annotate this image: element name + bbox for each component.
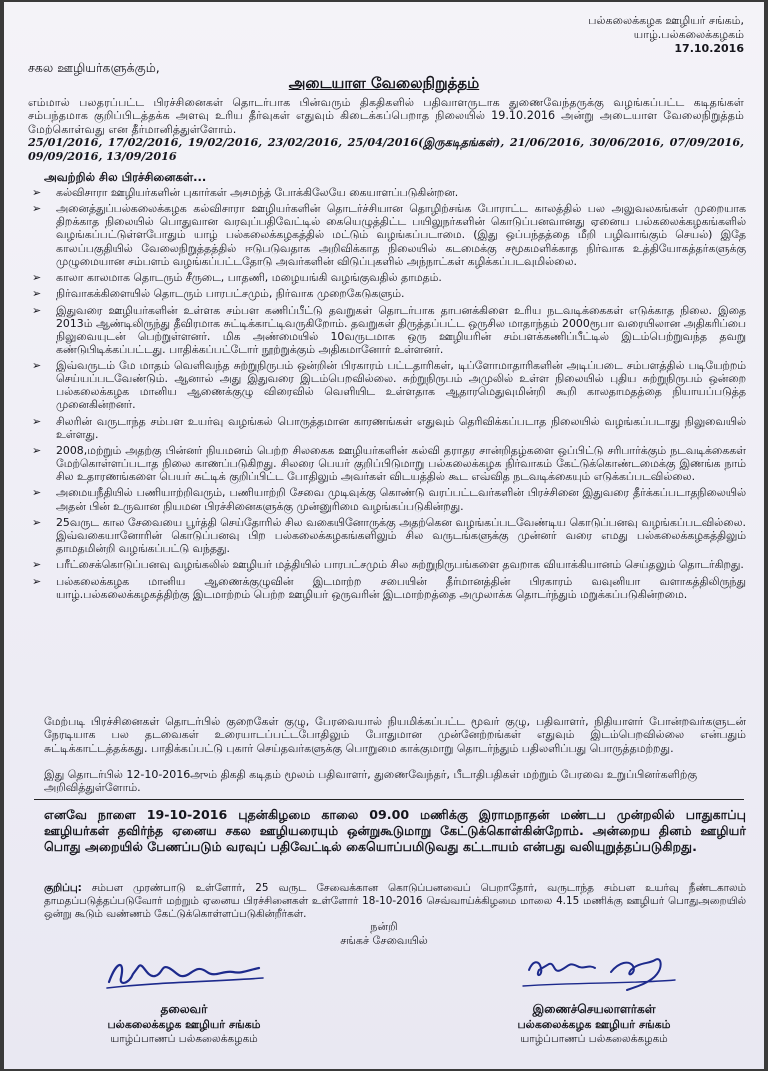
president-signature-block bbox=[64, 952, 304, 1046]
note-text: சம்பள முரண்பாடு உள்ளோர், 25 வருட சேவைக்கான கொடுப்பனவைப் பெறாதோர், வருடாந்த சம்பள உயர்வு நீண்டகாலம் தாமதப்படுத்தப்படுவோர் மற்றும் ஏனைய பிரச்சினைகள் உள்ளோர் 18-10-2016 செவ்வாய்க்கிழமை மாலை 4.15 மணிக்கு ஊழியர் பொதுஅறையில் ஒன்று கூடும் வண்ணம் கேட்டுக்கொள்ளப்படுகின்றீர்கள். bbox=[44, 882, 747, 921]
letter-date: 17.10.2016 bbox=[674, 42, 744, 55]
issue-item: ➢ காலா காலமாக தொடரும் சீருடை, பாதணி, மழையங்கி வழங்குவதில் தாமதம். bbox=[32, 270, 442, 284]
letter-title: அடையாள வேலைநிறுத்தம் bbox=[288, 74, 480, 92]
university-name: யாழ்.பல்கலைக்கழகம் bbox=[633, 28, 744, 41]
president-signature bbox=[99, 952, 269, 998]
notification-paragraph: இது தொடர்பில் 12-10-2016அும் திகதி கடிதம் மூலம் பதிவாளர், துணைவேந்தர், பீடாதிபதிகள் மற்றும் பேரவை உறுப்பினர்களிற்கு அறிவித்துள்ளோம். bbox=[44, 768, 698, 795]
signatory-place: யாழ்ப்பாணப் பல்கலைக்கழகம் bbox=[520, 1033, 668, 1045]
intro-paragraph bbox=[28, 96, 744, 163]
issue-item: ➢ இதுவரை ஊழியர்களின் உள்ளக சம்பள கணிப்பீட்டு தவறுகள் தொடர்பாக தாபனக்கிளை உரிய நடவடிக்கைகள் எடுக்காத நிலை. இதை 2013ம் ஆண்டிலிருந்து தீவிரமாக சுட்டிக்காட்டிவருகிறோம். தவறுகள் திருத்தப்பட்ட ஒருசில மாதாந்தம் 2000ரூபா வரையிலான அதிகரிப்பை நிலுவையுடன் பெற்றுள்ளனர். மிக அண்மையில் 10வருடமாக ஒரு ஊழியரின் சம்பளக்கணிப்பீட்டில் இடம்பெற்றுவந்த தவறு கண்டுபிடிக்கப்பட்டது. பாதிக்கப்பட்டோர் நூற்றுக்கும் அதிகமானோர் உள்ளனர். bbox=[32, 303, 746, 356]
arrow-bullet-icon: ➢ bbox=[32, 186, 42, 199]
arrow-bullet-icon: ➢ bbox=[32, 303, 42, 317]
arrow-bullet-icon: ➢ bbox=[32, 444, 42, 457]
arrow-bullet-icon: ➢ bbox=[32, 287, 42, 301]
issue-item: ➢ நிர்வாகக்கிளையில் தொடரும் பாரபட்சமும், நிர்வாக முறைகேடுகளும். bbox=[32, 287, 405, 301]
arrow-bullet-icon: ➢ bbox=[32, 414, 42, 428]
note-label: குறிப்பு: bbox=[44, 882, 82, 894]
signatory-org: பல்கலைக்கழக ஊழியர் சங்கம் bbox=[517, 1018, 671, 1031]
signatory-role: தலைவர் bbox=[160, 1002, 208, 1016]
arrow-bullet-icon: ➢ bbox=[32, 574, 42, 588]
issue-item: ➢ பல்கலைக்கழக மானிய ஆணைக்குழுவின் இடமாற்ற சபையின் தீர்மானத்தின் பிரகாரம் வவுனியா வளாகத்திலிருந்து யாழ்.பல்கலைக்கழகத்திற்கு இடமாற்றம் பெற்ற ஊழியர் ஒருவரின் இடமாற்றத்தை அமுலாக்க தொடர்ந்தும் மறுக்கப்படுகின்றமை. bbox=[32, 574, 746, 601]
intro-text: எம்மால் பலதரப்பட்ட பிரச்சினைகள் தொடர்பாக பின்வரும் திகதிகளில் பதிவாளருடாக துணைவேந்தருக்கு வழங்கப்பட்ட கடிதங்கள் சம்பந்தமாக குறிப்பிடத்தக்க அளவு உரிய தீர்வுகள் எதுவும் கிடைக்கப்பெறாத நிலையில் 19.10.2016 அன்று அடையாள வேலைநிறுத்தம் மேற்கொள்வது என தீர்மானித்துள்ளோம். bbox=[28, 96, 744, 136]
note-paragraph bbox=[44, 882, 746, 922]
secretaries-signature-block bbox=[474, 952, 714, 1046]
issue-item: ➢ 2008,மற்றும் அதற்கு பின்னர் நியமனம் பெற்ற சிலகைக ஊழியர்களின் கல்வி தராதர சான்றிதழ்களை ஒப்பிட்டு சரிபார்க்கும் நடவடிக்கைகள் மேற்கொள்ளப்படாத நிலை காணப்படுகிறது. சிலரை பெயர் குறிப்பிடுமாறு பல்கலைக்கழக நிர்வாகம் கேட்டுக்கொண்டமைக்கு இணங்க நாம் சில உதாரணங்களை பெயர் சுட்டிக் குறிப்பிட்ட போதிலும் அவர்கள் விடயத்தில் கூட எவ்வித நடவடிக்கையும் எடுக்கப்படவில்லை. bbox=[32, 444, 746, 484]
union-name: பல்கலைக்கழக ஊழியர் சங்கம், bbox=[588, 14, 744, 27]
arrow-bullet-icon: ➢ bbox=[32, 359, 42, 373]
secretaries-signature bbox=[499, 952, 689, 998]
issue-item: ➢ கல்விசாரா ஊழியர்களின் புகார்கள் அசமந்த் போக்கிலேயே கையாளப்படுகின்றன. bbox=[32, 186, 459, 199]
issue-item: ➢ அனைத்துப்பல்கலைக்கழக கல்விசாரா ஊழியர்களின் தொடர்ச்சியான தொழிற்சங்க போராட்ட காலத்தில் பல அலுவலகங்கள் முறையாக திறக்காத நிலையில் பொதுவான வரவுப்பதிவேட்டில் கையெழுத்திட்ட பயிலுநர்களின் கொடுப்பனவானது ஏனைய பல்கலைக்கழகங்களில் வழங்கப்பட்டுள்ளபோதும் யாழ் பல்கலைக்கழகத்தில் மட்டும் வழங்கப்படாமை. (இது ஒப்பந்தத்தை மீறி பழிவாங்கும் செயல்) இதே காலப்பகுதியில் வேலைநிறுத்தத்தில் ஈடுபடுவதாக அறிவிக்காத நிலையில் கடமைக்கு சமூகமளிக்காத நிர்வாக உத்தியோகத்தர்களுக்கு முழுமையான சம்பளம் வழங்கப்பட்டதோடு அவர்களின் விடுப்புகளில் அந்நாட்கள் கழிக்கப்படவுமில்லை. bbox=[32, 202, 746, 268]
strike-notice: எனவே நாளை 19-10-2016 புதன்கிழமை காலை 09.00 மணிக்கு இராமநாதன் மண்டப முன்றலில் பாதுகாப்பு ஊழியர்கள் தவிர்ந்த ஏனைய சகல ஊழியரையும் ஒன்றுகூடுமாறு கேட்டுக்கொள்கின்றோம். அன்றைய தினம் ஊழியர் பொது அறையில் பேணப்படும் வரவுப் பதிவேட்டில் கையொப்பமிடுவது கட்டாயம் என்பது வலியுறுத்தப்படுகிறது. bbox=[44, 807, 746, 854]
issues-list bbox=[28, 186, 746, 604]
divider bbox=[34, 799, 744, 800]
arrow-bullet-icon: ➢ bbox=[32, 202, 42, 216]
salutation: சகல ஊழியர்களுக்கும், bbox=[28, 60, 160, 75]
letterhead bbox=[588, 14, 744, 56]
signatory-role: இணைச்செயலாளர்கள் bbox=[532, 1002, 656, 1016]
issue-item: ➢ அமையநீதியில் பணியாற்றிவரும், பணியாற்றி சேவை முடிவுக்கு கொண்டு வரப்பட்டவர்களின் பிரச்சினை இதுவரை தீர்க்கப்படாதநிலையில் அதன் பின் உருவான நியமன பிரச்சினைகளுக்கு முன்னுரிமை வழங்கப்படுகின்றது. bbox=[32, 486, 746, 513]
service-text: சங்கச் சேவையில் bbox=[340, 934, 428, 947]
issue-item: ➢ 25வருட கால சேவையை பூர்த்தி செய்தோரில் சில வகையினோருக்கு அதற்கென வழங்கப்படவேண்டிய கொடுப்பனவு வழங்கப்படவில்லை. இவ்வகையானோரின் கொடுப்பனவு பிற பல்கலைக்கழகங்களிலும் சில வருடங்களுக்கு முன்னர் வரை எமது பல்கலைக்கழகத்திலும் தாமதமின்றி வழங்கப்பட்டு வந்தது. bbox=[32, 515, 746, 556]
arrow-bullet-icon: ➢ bbox=[32, 270, 42, 284]
issue-item: ➢ இவ்வருடம் மே மாதம் வெளிவந்த சுற்றுநிருபம் ஒன்றின் பிரகாரம் பட்டதாரிகள், டிப்ளோமாதாரிகளின் அடிப்படை சம்பளத்தில் படியேற்றம் செய்யப்படவேண்டும். ஆனால் அது இதுவரை இடம்பெறவில்லை. சுற்றுநிருபம் அமுலில் உள்ள நிலையில் புதிய சுற்றுநிருபம் ஒன்றை பல்கலைக்கழக மானிய ஆணைக்குழு விரைவில் வெளியிட உள்ளதாக ஆதாரமெதுவுமின்றி கூறி காலதாமதத்தை நியாயப்படுத்த முனைகின்றனர். bbox=[32, 359, 746, 412]
arrow-bullet-icon: ➢ bbox=[32, 558, 42, 572]
arrow-bullet-icon: ➢ bbox=[32, 515, 42, 529]
followup-paragraph: மேற்படி பிரச்சினைகள் தொடர்பில் குறைகேள் குழு, பேரவையால் நியமிக்கப்பட்ட மூவர் குழு, பதிவாளர், நிதியாளர் போன்றவர்களுடன் நேரடியாக பல தடவைகள் உரையாடப்பட்டபோதிலும் போதுமான முன்னேற்றங்கள் எதுவும் இடம்பெறவில்லை என்பதும் சுட்டிக்காட்டத்தக்கது. பாதிக்கப்பட்டு புகார் செய்தவர்களுக்கு பொறுமை காக்குமாறு தொடர்ந்தும் பதிலளிப்பது பொருத்தமற்றது. bbox=[44, 715, 746, 755]
signatory-place: யாழ்ப்பாணப் பல்கலைக்கழகம் bbox=[110, 1033, 258, 1045]
thanks-text: நன்றி bbox=[370, 920, 398, 933]
letter-page bbox=[4, 2, 764, 1069]
letter-dates: 25/01/2016, 17/02/2016, 19/02/2016, 23/02/2016, 25/04/2016(இருகடிதங்கள்), 21/06/2016, 30/06/2016, 07/09/2016, 09/09/2016, 13/09/2016 bbox=[28, 135, 744, 163]
issues-heading: அவற்றில் சில பிரச்சினைகள்... bbox=[44, 170, 207, 184]
signatory-org: பல்கலைக்கழக ஊழியர் சங்கம் bbox=[107, 1018, 261, 1031]
arrow-bullet-icon: ➢ bbox=[32, 486, 42, 500]
issue-item: ➢ சிலரின் வருடாந்த சம்பள உயர்வு வழங்கல் பொருத்தமான காரணங்கள் எதுவும் தெரிவிக்கப்படாத நிலையில் வழங்கப்படாது நிலுவையில் உள்ளது. bbox=[32, 414, 746, 441]
issue-item: ➢ பரீட்சைக்கொடுப்பனவு வழங்கலில் ஊழியர் மத்தியில் பாரபட்சமும் சில சுற்றுநிருபங்களை தவறாக வியாக்கியானம் செய்தலும் தொடர்கிறது. bbox=[32, 558, 744, 572]
